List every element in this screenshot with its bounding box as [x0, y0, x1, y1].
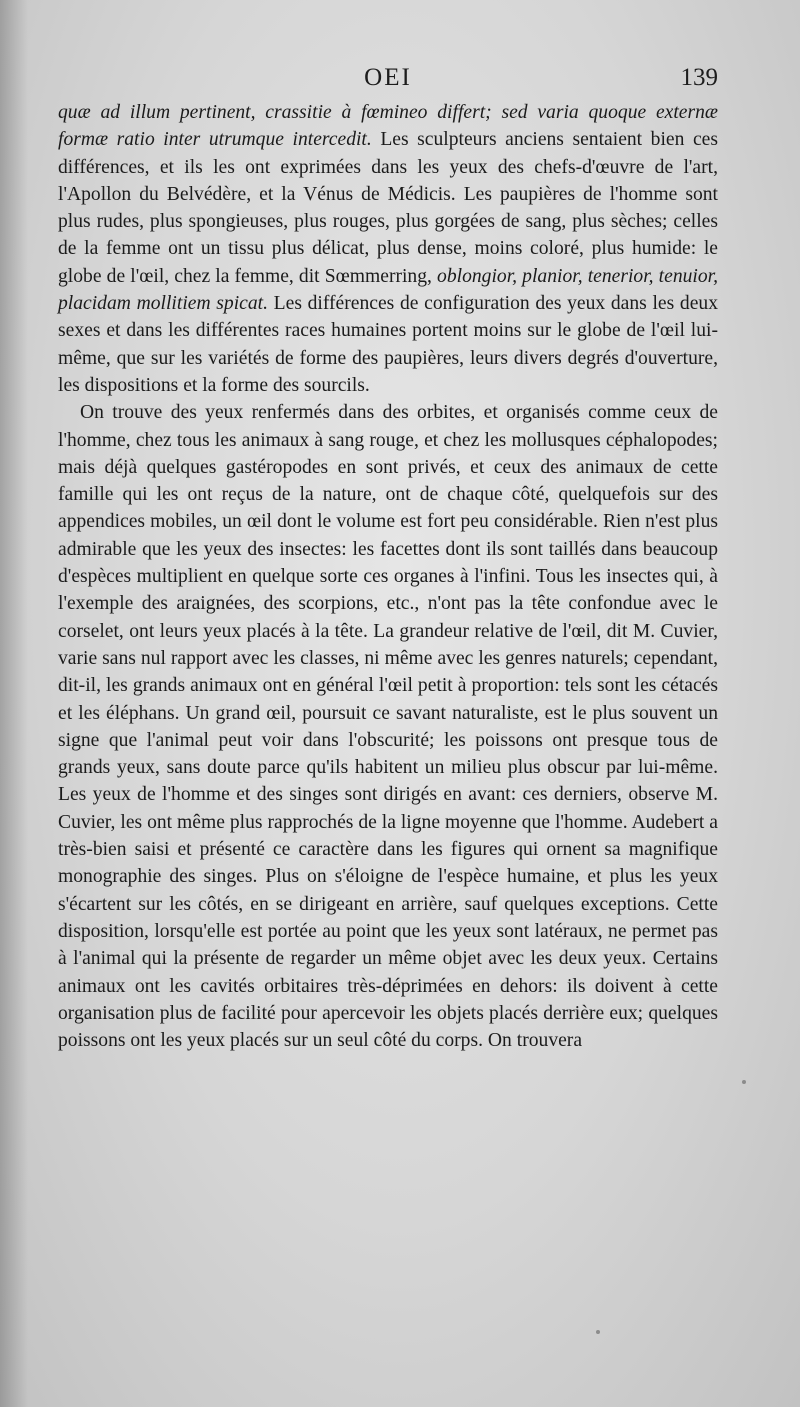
paper-speck — [596, 1330, 600, 1334]
paragraph-text: Les sculpteurs anciens sentaient bien ces différences, et ils les ont exprimées dans les yeux des chefs-d'œuvre de l'art, l'Apollon du Belvédère, et la Vénus de Médicis. Les paupières de l'homme sont plus rudes, plus spongieuses, plus rouges, plus gorgées de sang, plus sèches; celles de la femme ont un tissu plus délicat, plus dense, moins coloré, plus humide: le globe de l'œil, chez la femme, dit Sœmmerring, — [58, 129, 718, 287]
paper-speck — [742, 1080, 746, 1084]
running-head: OEI — [364, 64, 412, 91]
paragraph: On trouve des yeux renfermés dans des orbites, et organisés comme ceux de l'homme, chez tous les animaux à sang rouge, et chez les mollusques céphalopodes; mais déjà quelques gastéropodes en sont privés, et ceux des animaux de cette famille qui les ont reçus de la nature, ont de chaque côté, quelquefois sur des appendices mobiles, un œil dont le volume est fort peu considérable. Rien n'est plus admirable que les yeux des insectes: les facettes dont ils sont taillés dans beaucoup d'espèces multiplient en quelque sorte ces organes à l'infini. Tous les insectes qui, à l'exemple des araignées, des scorpions, etc., n'ont pas la tête confondue avec le corselet, ont leurs yeux placés à la tête. La grandeur relative de l'œil, dit M. Cuvier, varie sans nul rapport avec les classes, ni même avec les genres naturels; cependant, dit-il, les grands animaux ont en général l'œil petit à proportion: tels sont les cétacés et les éléphans. Un grand œil, poursuit ce savant naturaliste, est le plus souvent un signe que l'animal peut voir dans l'obscurité; les poissons ont presque tous de grands yeux, sans doute parce qu'ils habitent un milieu plus obscur par lui-même. Les yeux de l'homme et des singes sont dirigés en avant: ces derniers, observe M. Cuvier, les ont même plus rapprochés de la ligne moyenne que l'homme. Audebert a très-bien saisi et présenté ce caractère dans les figures qui ornent sa magnifique monographie des singes. Plus on s'éloigne de l'espèce humaine, et plus les yeux s'écartent sur les côtés, en se dirigeant en arrière, sauf quelques exceptions. Cette disposition, lorsqu'elle est portée au point que les yeux sont latéraux, ne permet pas à l'animal qui la présente de regarder un même objet avec les deux yeux. Certains animaux ont les cavités orbitaires très-déprimées en dehors: ils doivent à cette organisation plus de facilité pour apercevoir les objets placés derrière eux; quelques poissons ont les yeux placés sur un seul côté du corps. On trouvera — [58, 402, 718, 1052]
latin-quote-soemmerring: oblongior, planior, tenerior, tenuior, placidam mollitiem spicat. — [58, 265, 718, 315]
page-header — [58, 64, 718, 98]
body-text — [58, 99, 718, 1054]
paragraph-continued — [58, 99, 718, 399]
latin-quote: quæ ad illum pertinent, crassitie à fœmineo differt; sed varia quoque externæ formæ ratio inter utrumque intercedit. — [58, 102, 718, 151]
page-number: 139 — [680, 64, 718, 91]
paragraph-text-end: Les différences de configuration des yeux dans les deux sexes et dans les différentes races humaines portent moins sur le globe de l'œil lui-même, que sur les variétés de forme des paupières, leurs divers degrés d'ouverture, les dispositions et la forme des sourcils. — [58, 293, 718, 396]
